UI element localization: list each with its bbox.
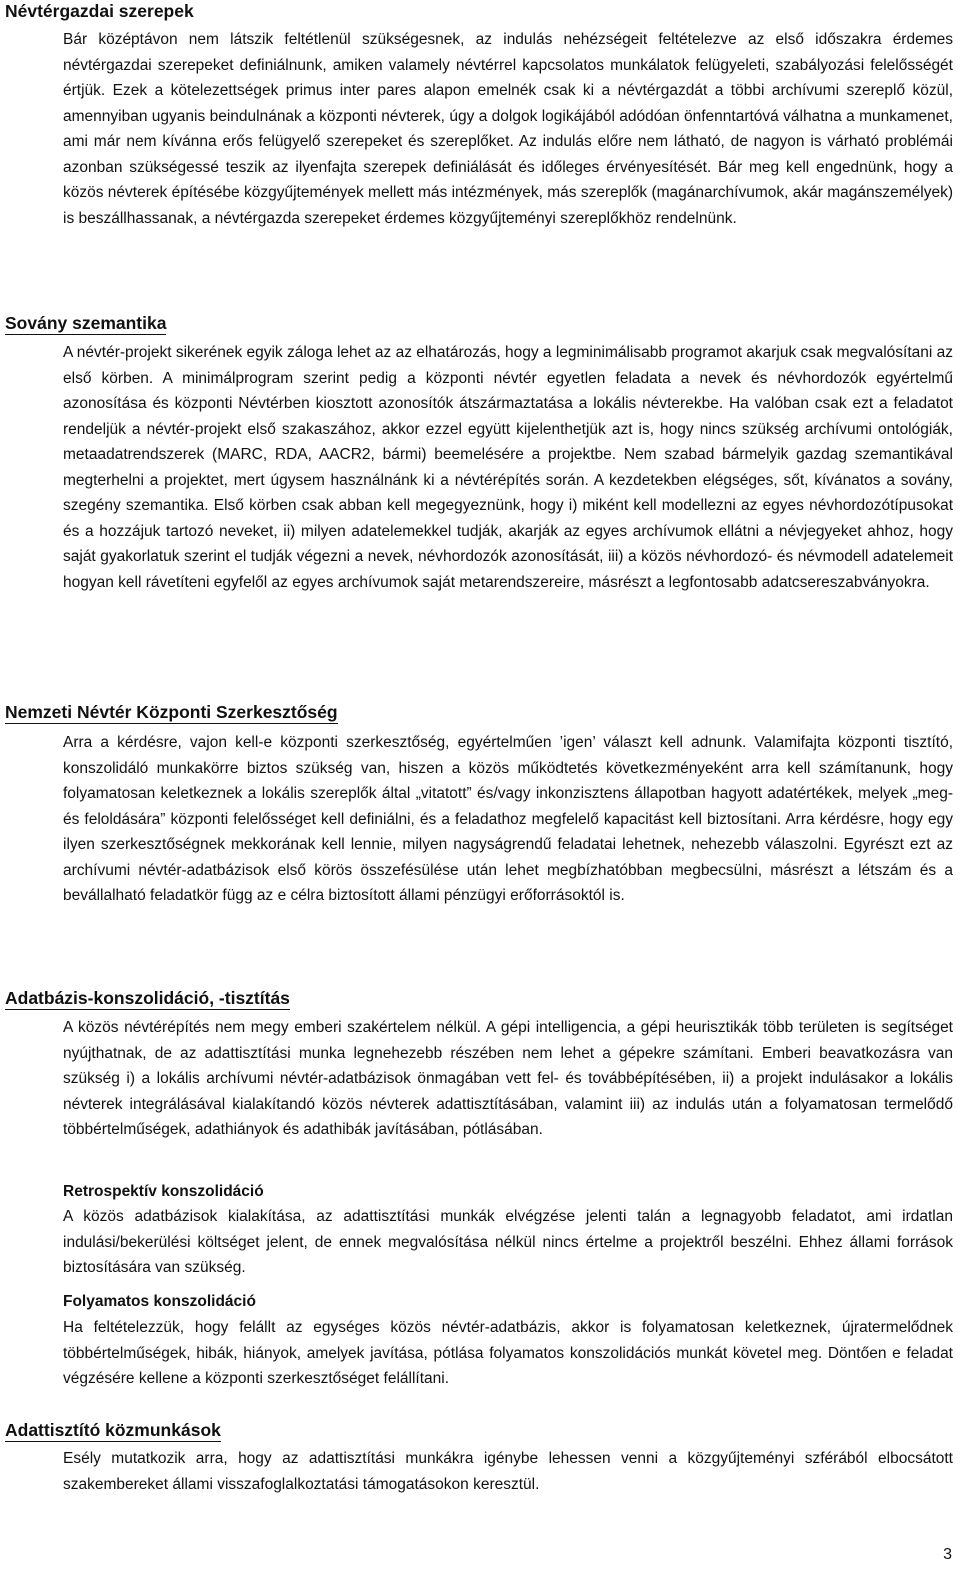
- section-paragraph-sovany-szemantika: A névtér-projekt sikerének egyik záloga lehet az az elhatározás, hogy a legminimálisabb programot akarjuk csak megvalósítani az első körben. A minimálprogram szerint pedig a központi névtér egyetlen feladata a nevek és névhordozók egyértelmű azonosítása és központi Névtérben kiosztott azonosítók átszármaztatása a lokális névterekbe. Ha valóban csak ezt a feladatot rendeljük a névtér-projekt első szakaszához, akkor ezzel együtt kijelenthetjük azt is, hogy nincs szükség archívumi ontológiák, metaadatrendszerek (MARC, RDA, AACR2, bármi) beemelésére a projektbe. Nem szabad bármelyik gazdag szemantikával megterhelni a projektet, mert úgysem használnánk ki a névtérépítés során. A kezdetekben elégséges, sőt, kívánatos a sovány, szegény szemantika. Első körben csak abban kell megegyeznünk, hogy i) miként kell modellezni az egyes névhordozótípusokat és a hozzájuk tartozó neveket, ii) milyen adatelemekkel tudják, akarják az egyes archívumok ellátni a névjegyeket ahhoz, hogy saját gyakorlatuk szerint el tudják végezni a nevek, névhordozók azonosítását, iii) a közös névhordozó- és névmodell adatelemeit hogyan kell rávetíteni egyfelől az egyes archívumok saját metarendszereire, másrészt a legfontosabb adatcsereszabványokra.: [63, 344, 953, 591]
- section-heading-adatbazis-konszolidacio: Adatbázis-konszolidáció, -tisztítás: [5, 988, 290, 1008]
- section-heading-sovany-szemantika: Sovány szemantika: [5, 313, 167, 333]
- subsection-paragraph-folyamatos: Ha feltételezzük, hogy felállt az egységes közös névtér-adatbázis, akkor is folyamatosan keletkeznek, újratermelődnek többértelműségek, hibák, hiányok, amelyek javítása, pótlása folyamatos konszolidációs munkát követel meg. Döntően e feladat végzésére kellene a központi szerkesztőséget felállítani.: [63, 1319, 953, 1387]
- section-paragraph-kozponti-szerkesztoseg: Arra a kérdésre, vajon kell-e központi szerkesztőség, egyértelműen ’igen’ választ kell adnunk. Valamifajta központi tisztító, konszolidáló munkakörre biztos szükség van, hiszen a közös működtetés következményeként arra kell számítanunk, hogy folyamatosan keletkeznek a lokális szereplők által „vitatott” és/vagy inkonzisztens állapotban hagyott adatértékek, melyek „meg- és feloldására” központi felelősséget kell definiálni, és a feladathoz megfelelő kapacitást kell biztosítani. Arra kérdésre, hogy egy ilyen szerkesztőségnek mekkorának kell lennie, milyen nagyságrendű feladatai lehetnek, nehezebb válaszolni. Egyrészt ezt az archívumi névtér-adatbázisok első körös összefésülése után lehet megbízhatóbban megbecsülni, másrészt a létszám és a bevállalható feladatkör függ az e célra biztosított állami pénzügyi erőforrásoktól is.: [63, 734, 953, 904]
- section-paragraph-adattisztito-kozmunkasok: Esély mutatkozik arra, hogy az adattisztítási munkákra igénybe lehessen venni a közgyűjteményi szférából elbocsátott szakembereket állami visszafoglalkoztatási támogatásokon keresztül.: [63, 1450, 953, 1493]
- page-number: 3: [943, 1546, 952, 1563]
- section-paragraph-nevtergazdai: Bár középtávon nem látszik feltétlenül szükségesnek, az indulás nehézségeit feltételezve az első időszakra érdemes névtérgazdai szerepeket definiálnunk, amiken valamely névtérrel kapcsolatos munkálatok felügyeleti, szabályozási felelősségét értjük. Ezek a kötelezettségek primus inter pares alapon emelnék csak ki a névtérgazdát a többi archívumi szereplő közül, amennyiban ugyanis beindulnának a központi névterek, úgy a dolgok logikájából adódóan önfenntartóvá válhatna a munkamenet, ami már nem kívánna erős felügyelő szerepeket és szereplőket. Az indulás előre nem látható, de nagyon is várható problémái azonban szükségessé teszik az ilyenfajta szerepek definiálását és időleges érvényesítését. Bár meg kell engednünk, hogy a közös névterek építésébe közgyűjtemények mellett más intézmények, más szereplők (magánarchívumok, akár magánszemélyek) is beszállhassanak, a névtérgazda szerepeket érdemes közgyűjteményi szereplőkhöz rendelnünk.: [63, 31, 953, 227]
- section-paragraph-adatbazis-konszolidacio: A közös névtérépítés nem megy emberi szakértelem nélkül. A gépi intelligencia, a gépi heurisztikák több területen is segítséget nyújthatnak, de az adattisztítási munka legnehezebb részében nem lehet a gépekre számítani. Emberi beavatkozásra van szükség i) a lokális archívumi névtér-adatbázisok önmagában vett fel- és továbbépítésében, ii) a projekt indulásakor a lokális névterek integrálásával kialakítandó közös névterek adattisztításában, valamint iii) az indulás után a folyamatosan termelődő többértelműségek, adathiányok és adathibák javításában, pótlásában.: [63, 1019, 953, 1138]
- subsection-heading-retrospektiv: Retrospektív konszolidáció: [63, 1183, 264, 1200]
- subsection-heading-folyamatos: Folyamatos konszolidáció: [63, 1293, 256, 1310]
- section-heading-adattisztito-kozmunkasok: Adattisztító közmunkások: [5, 1420, 221, 1440]
- subsection-paragraph-retrospektiv: A közös adatbázisok kialakítása, az adattisztítási munkák elvégzése jelenti talán a legnagyobb feladatot, ami irdatlan indulási/bekerülési költséget jelent, de ennek megvalósítása nélkül nincs értelme a projektről beszélni. Ehhez állami források biztosítására van szükség.: [63, 1208, 953, 1276]
- section-heading-kozponti-szerkesztoseg: Nemzeti Névtér Központi Szerkesztőség: [5, 702, 338, 722]
- section-heading-nevtergazdai: Névtérgazdai szerepek: [5, 1, 194, 21]
